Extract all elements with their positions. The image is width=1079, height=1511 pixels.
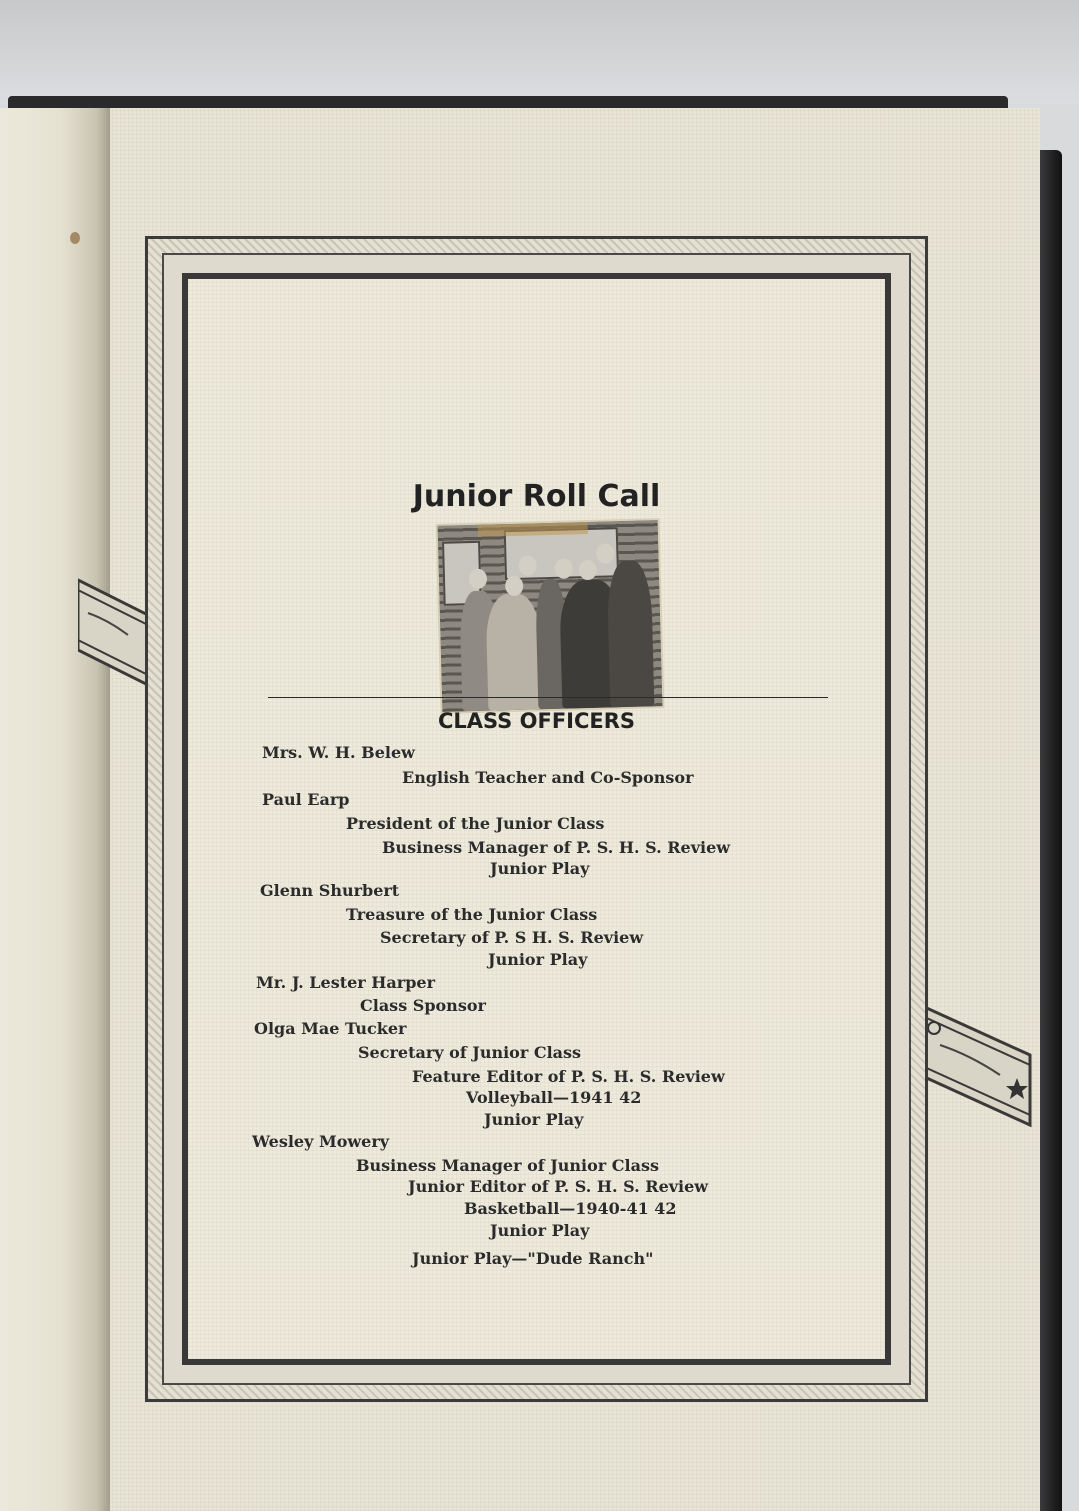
officer-name: Mr. J. Lester Harper [256, 973, 435, 992]
officer-role: Business Manager of P. S. H. S. Review [382, 838, 731, 857]
officer-role: Business Manager of Junior Class [356, 1156, 659, 1175]
officer-role: Feature Editor of P. S. H. S. Review [412, 1067, 725, 1086]
paper-stain [70, 232, 80, 244]
officer-role: Junior Play [484, 1110, 584, 1129]
junior-play-title: Junior Play—"Dude Ranch" [412, 1249, 654, 1268]
frame-border [162, 253, 911, 1385]
officer-role: Basketball—1940-41 42 [464, 1199, 677, 1218]
officer-role: Junior Play [488, 950, 588, 969]
group-photo-icon [438, 520, 663, 712]
background [0, 0, 1079, 104]
officer-role: Junior Play [490, 1221, 590, 1240]
book-edge [1040, 150, 1062, 1511]
officer-name: Wesley Mowery [252, 1132, 390, 1151]
section-heading: CLASS OFFICERS [437, 709, 636, 733]
officer-name: Glenn Shurbert [260, 881, 400, 900]
officer-role: President of the Junior Class [346, 814, 605, 833]
content-panel [182, 273, 891, 1365]
officer-role: Junior Editor of P. S. H. S. Review [408, 1177, 709, 1196]
page-title: Junior Roll Call [412, 479, 661, 514]
officer-role: Class Sponsor [360, 996, 486, 1015]
facing-page-edge [0, 108, 110, 1511]
officer-name: Mrs. W. H. Belew [262, 743, 415, 762]
divider-rule [268, 697, 828, 698]
right-ribbon-ornament [920, 1000, 1035, 1130]
ornamental-frame [145, 236, 928, 1402]
officer-role: Secretary of P. S H. S. Review [380, 928, 644, 947]
officer-name: Paul Earp [262, 790, 350, 809]
officer-name: Olga Mae Tucker [254, 1019, 407, 1038]
officer-role: Treasure of the Junior Class [346, 905, 598, 924]
officer-role: Secretary of Junior Class [358, 1043, 582, 1062]
officer-role: Volleyball—1941 42 [466, 1088, 642, 1107]
officer-role: English Teacher and Co-Sponsor [402, 768, 694, 787]
officer-role: Junior Play [490, 859, 590, 878]
